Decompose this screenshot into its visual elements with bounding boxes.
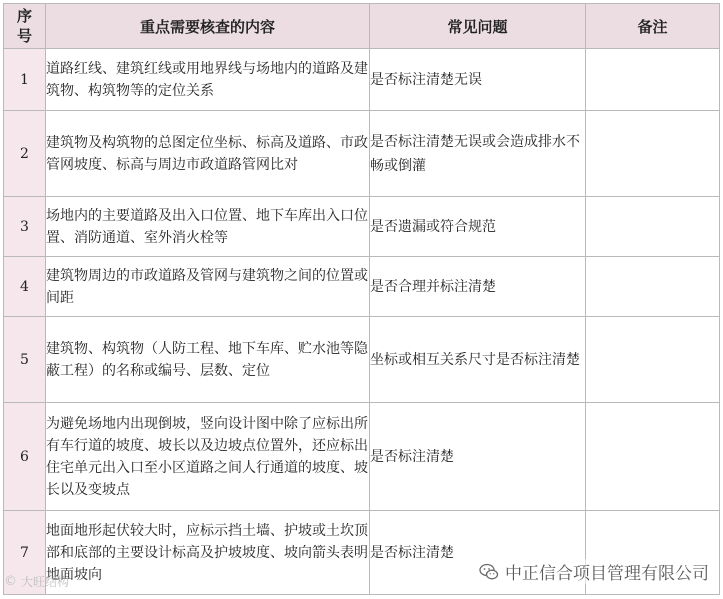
- table-header-row: [4, 4, 720, 49]
- row-remark: [586, 257, 720, 317]
- watermark-right-text: 中正信合项目管理有限公司: [505, 564, 709, 584]
- wechat-icon: [479, 563, 499, 581]
- row-num: 1: [4, 49, 46, 111]
- row-content: 地面地形起伏较大时，应标示挡土墙、护坡或土坎顶部和底部的主要设计标高及护坡坡度、坡向箭头表明地面坡向: [46, 511, 370, 595]
- row-issue: 是否标注清楚: [370, 403, 586, 511]
- row-issue: 是否遗漏或符合规范: [370, 197, 586, 257]
- row-content: 场地内的主要道路及出入口位置、地下车库出入口位置、消防通道、室外消火栓等: [46, 197, 370, 257]
- header-num: [4, 4, 46, 49]
- watermark-left: [4, 573, 69, 590]
- row-issue: 坐标或相互关系尺寸是否标注清楚: [370, 317, 586, 403]
- table-row: [4, 317, 720, 403]
- table-row: [4, 403, 720, 511]
- row-remark: [586, 317, 720, 403]
- row-remark: [586, 197, 720, 257]
- header-content: 重点需要核查的内容: [46, 4, 370, 49]
- watermark-left-text: 大旺结构: [21, 575, 70, 589]
- row-num: 5: [4, 317, 46, 403]
- table-row: [4, 49, 720, 111]
- row-num: 2: [4, 111, 46, 197]
- row-issue: 是否合理并标注清楚: [370, 257, 586, 317]
- row-num: 3: [4, 197, 46, 257]
- row-num: 4: [4, 257, 46, 317]
- row-remark: [586, 49, 720, 111]
- row-content: 建筑物、构筑物（人防工程、地下车库、贮水池等隐蔽工程）的名称或编号、层数、定位: [46, 317, 370, 403]
- row-issue: 是否标注清楚: [370, 511, 586, 595]
- watermark-right: [479, 559, 709, 584]
- row-issue: 是否标注清楚无误: [370, 49, 586, 111]
- header-num-label: 序号: [16, 7, 32, 45]
- table-row: [4, 257, 720, 317]
- row-remark: [586, 111, 720, 197]
- header-remark: 备注: [586, 4, 720, 49]
- table-row: [4, 111, 720, 197]
- row-issue: 是否标注清楚无误或会造成排水不畅或倒灌: [370, 111, 586, 197]
- row-content: 道路红线、建筑红线或用地界线与场地内的道路及建筑物、构筑物等的定位关系: [46, 49, 370, 111]
- row-content: 为避免场地内出现倒坡，竖向设计图中除了应标出所有车行道的坡度、坡长以及边坡点位置外，还应标出住宅单元出入口至小区道路之间人行通道的坡度、坡长以及变坡点: [46, 403, 370, 511]
- row-num: 7: [4, 511, 46, 595]
- row-remark: [586, 403, 720, 511]
- row-content: 建筑物及构筑物的总图定位坐标、标高及道路、市政管网坡度、标高与周边市政道路管网比对: [46, 111, 370, 197]
- watermark-logo-icon: ©: [4, 574, 17, 589]
- header-issue: 常见问题: [370, 4, 586, 49]
- table-row: [4, 197, 720, 257]
- row-content: 建筑物周边的市政道路及管网与建筑物之间的位置或间距: [46, 257, 370, 317]
- row-num: 6: [4, 403, 46, 511]
- check-table: [3, 3, 720, 595]
